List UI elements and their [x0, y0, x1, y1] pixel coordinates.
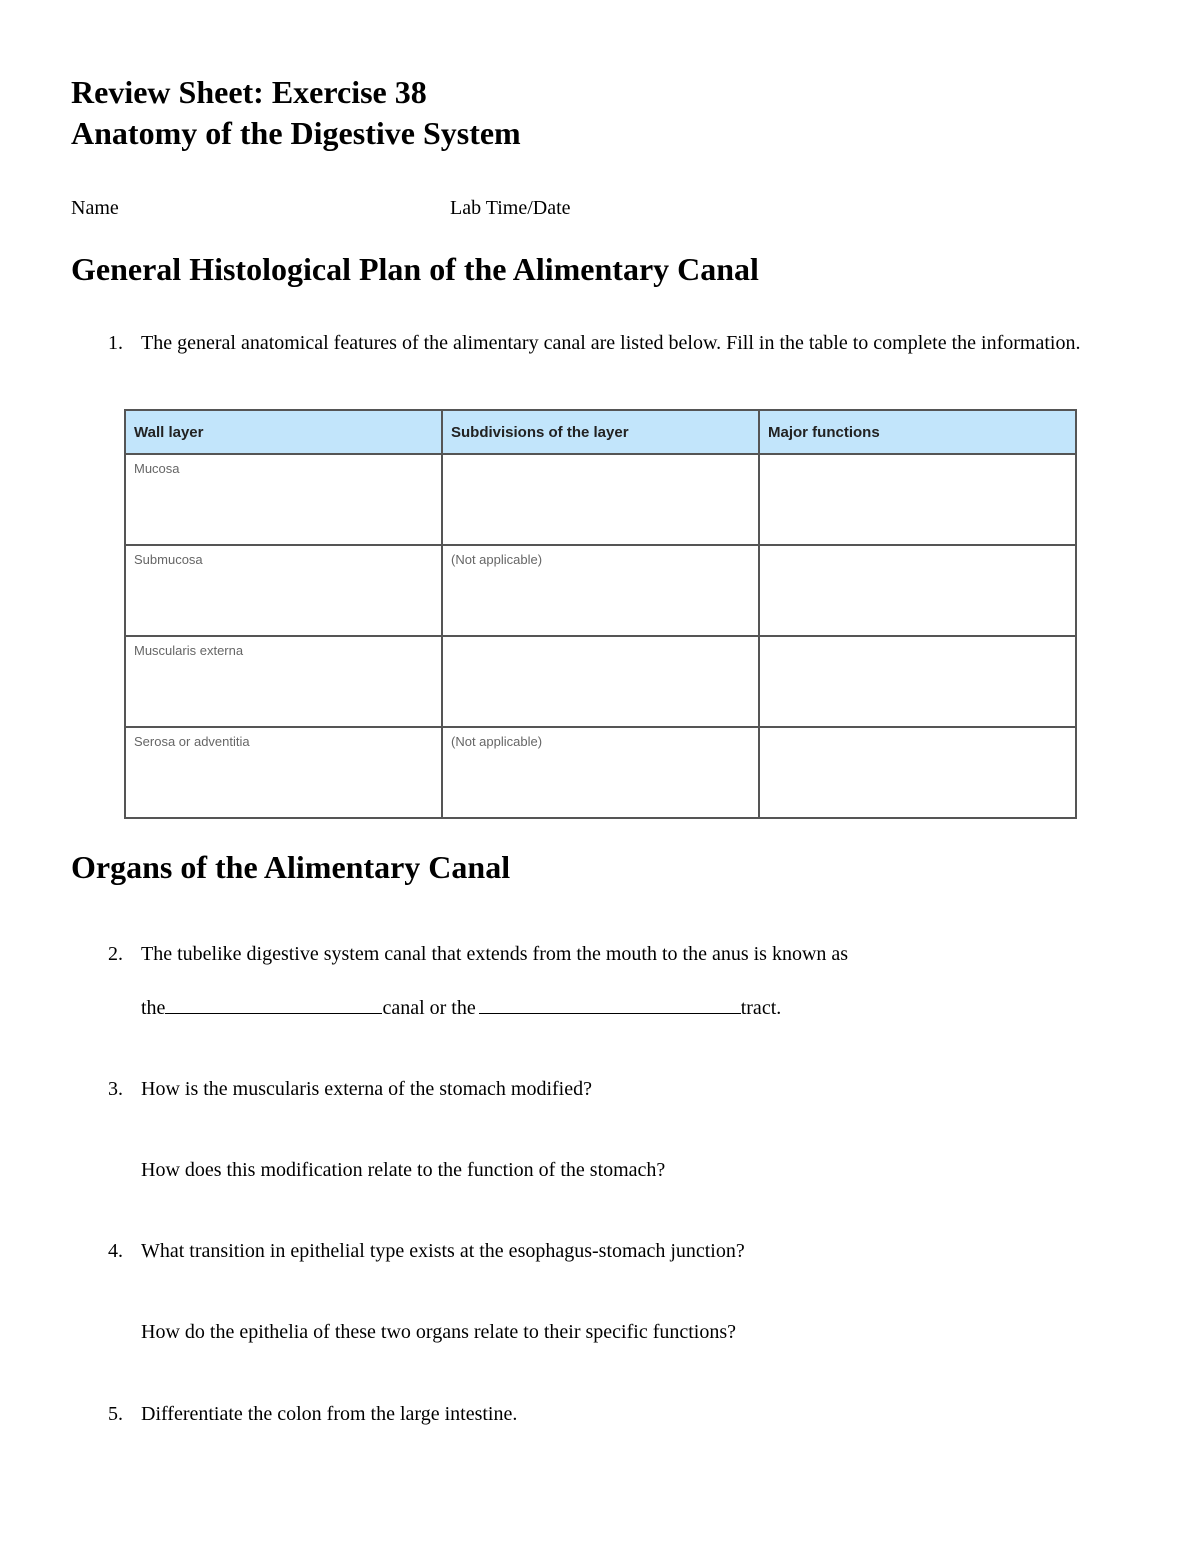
- cell-wall-layer: Serosa or adventitia: [125, 727, 442, 818]
- question-subtext: How do the epithelia of these two organs relate to their specific functions?: [141, 1321, 736, 1343]
- cell-subdivisions: (Not applicable): [442, 545, 759, 636]
- wall-layer-table: [124, 409, 1077, 819]
- column-header-wall-layer: Wall layer: [125, 410, 442, 454]
- question-number: 3.: [108, 1078, 123, 1100]
- fill-suffix: tract.: [740, 997, 782, 1019]
- question-text: Differentiate the colon from the large intestine.: [141, 1403, 518, 1425]
- table-row: [125, 545, 1076, 636]
- blank-tract-name[interactable]: [479, 995, 741, 1014]
- title-line-1: Review Sheet: Exercise 38: [71, 74, 427, 110]
- section-heading-organs: Organs of the Alimentary Canal: [71, 849, 511, 885]
- cell-subdivisions[interactable]: [442, 636, 759, 727]
- question-subtext: How does this modification relate to the function of the stomach?: [141, 1159, 666, 1181]
- title-line-2: Anatomy of the Digestive System: [71, 115, 521, 151]
- cell-wall-layer: Mucosa: [125, 454, 442, 545]
- section-heading-histology: General Histological Plan of the Alimentary Canal: [71, 251, 759, 287]
- question-number: 5.: [108, 1403, 123, 1425]
- question-number: 1.: [108, 332, 123, 354]
- cell-functions[interactable]: [759, 636, 1076, 727]
- question-text: The tubelike digestive system canal that extends from the mouth to the anus is known as: [141, 943, 849, 965]
- name-label: Name: [71, 197, 119, 219]
- question-number: 2.: [108, 943, 123, 965]
- question-2-fill-line: [141, 995, 1131, 1022]
- question-text: The general anatomical features of the alimentary canal are listed below. Fill in the table to complete the information.: [141, 332, 1081, 354]
- fill-middle: canal or the: [382, 997, 476, 1019]
- lab-time-label: Lab Time/Date: [450, 197, 571, 219]
- cell-wall-layer: Submucosa: [125, 545, 442, 636]
- table-row: [125, 454, 1076, 545]
- cell-functions[interactable]: [759, 454, 1076, 545]
- table-header-row: [125, 410, 1076, 454]
- column-header-subdivisions: Subdivisions of the layer: [442, 410, 759, 454]
- cell-wall-layer: Muscularis externa: [125, 636, 442, 727]
- question-text: What transition in epithelial type exists at the esophagus-stomach junction?: [141, 1240, 745, 1262]
- cell-functions[interactable]: [759, 727, 1076, 818]
- cell-functions[interactable]: [759, 545, 1076, 636]
- column-header-major-functions: Major functions: [759, 410, 1076, 454]
- blank-canal-name[interactable]: [165, 995, 382, 1014]
- cell-subdivisions: (Not applicable): [442, 727, 759, 818]
- question-number: 4.: [108, 1240, 123, 1262]
- table-row: [125, 636, 1076, 727]
- table-row: [125, 727, 1076, 818]
- fill-prefix: the: [141, 997, 166, 1019]
- question-text: How is the muscularis externa of the stomach modified?: [141, 1078, 592, 1100]
- cell-subdivisions[interactable]: [442, 454, 759, 545]
